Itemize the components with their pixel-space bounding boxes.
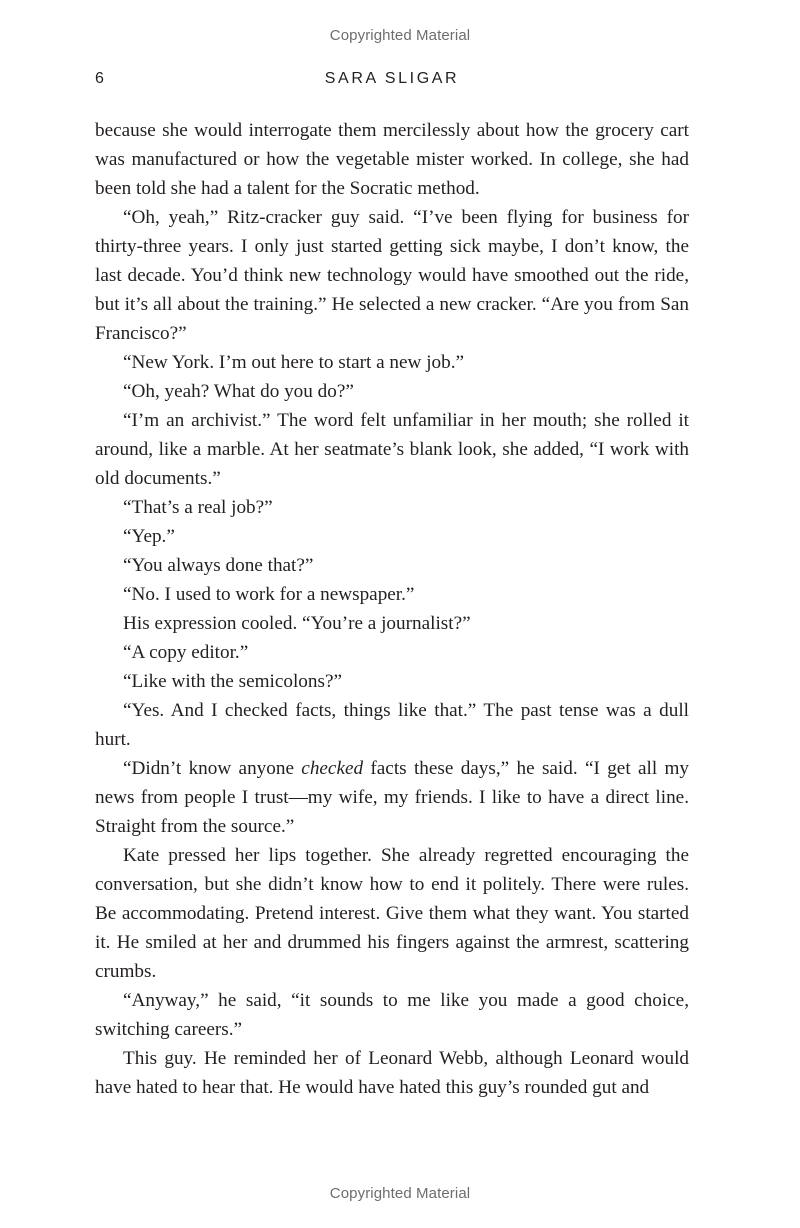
paragraph: “Yes. And I checked facts, things like that.” The past tense was a dull hurt. [95, 700, 689, 750]
italic-emphasis: checked [301, 758, 364, 779]
paragraph: “A copy editor.” [123, 642, 249, 663]
paragraph: “New York. I’m out here to start a new job.” [123, 352, 465, 373]
book-page-body [95, 116, 689, 1102]
paragraph: “That’s a real job?” [123, 497, 273, 518]
paragraph: “Yep.” [123, 526, 175, 547]
paragraph-text-after: facts these days,” he said. “I get all my news from people I trust—my wife, my friends. I like to have a direct line. Straight from the source.” [95, 758, 689, 837]
paragraph: “I’m an archivist.” The word felt unfamiliar in her mouth; she rolled it around, like a marble. At her seatmate’s blank look, she added, “I work with old documents.” [95, 410, 689, 489]
paragraph-continued: This guy. He reminded her of Leonard Webb, although Leonard would have hated to hear that. He would have hated this guy’s rounded gut and [95, 1048, 689, 1098]
paragraph-with-emphasis [95, 754, 689, 841]
copyright-watermark-bottom: Copyrighted Material [329, 1185, 471, 1202]
page-number: 6 [95, 70, 104, 87]
paragraph: “No. I used to work for a newspaper.” [123, 584, 415, 605]
paragraph: “Anyway,” he said, “it sounds to me like you made a good choice, switching careers.” [95, 990, 689, 1040]
paragraph: “Oh, yeah? What do you do?” [123, 381, 354, 402]
copyright-watermark-top: Copyrighted Material [329, 27, 471, 44]
paragraph: His expression cooled. “You’re a journalist?” [123, 613, 471, 634]
running-title-author: SARA SLIGAR [324, 70, 460, 87]
paragraph: “Like with the semicolons?” [123, 671, 342, 692]
paragraph: because she would interrogate them mercilessly about how the grocery cart was manufactured or how the vegetable mister worked. In college, she had been told she had a talent for the Socratic method. [95, 120, 689, 199]
paragraph: “You always done that?” [123, 555, 314, 576]
paragraph-text-before: “Didn’t know anyone [123, 758, 302, 779]
paragraph: “Oh, yeah,” Ritz-cracker guy said. “I’ve been flying for business for thirty-three years. I only just started getting sick maybe, I don’t know, the last decade. You’d think new technology would have smoothed out the ride, but it’s all about the training.” He selected a new cracker. “Are you from San Francisco?” [95, 207, 689, 344]
paragraph: Kate pressed her lips together. She already regretted encouraging the conversation, but she didn’t know how to end it politely. There were rules. Be accommodating. Pretend interest. Give them what they want. You started it. He smiled at her and drummed his fingers against the armrest, scattering crumbs. [95, 845, 689, 982]
running-head [95, 70, 689, 90]
